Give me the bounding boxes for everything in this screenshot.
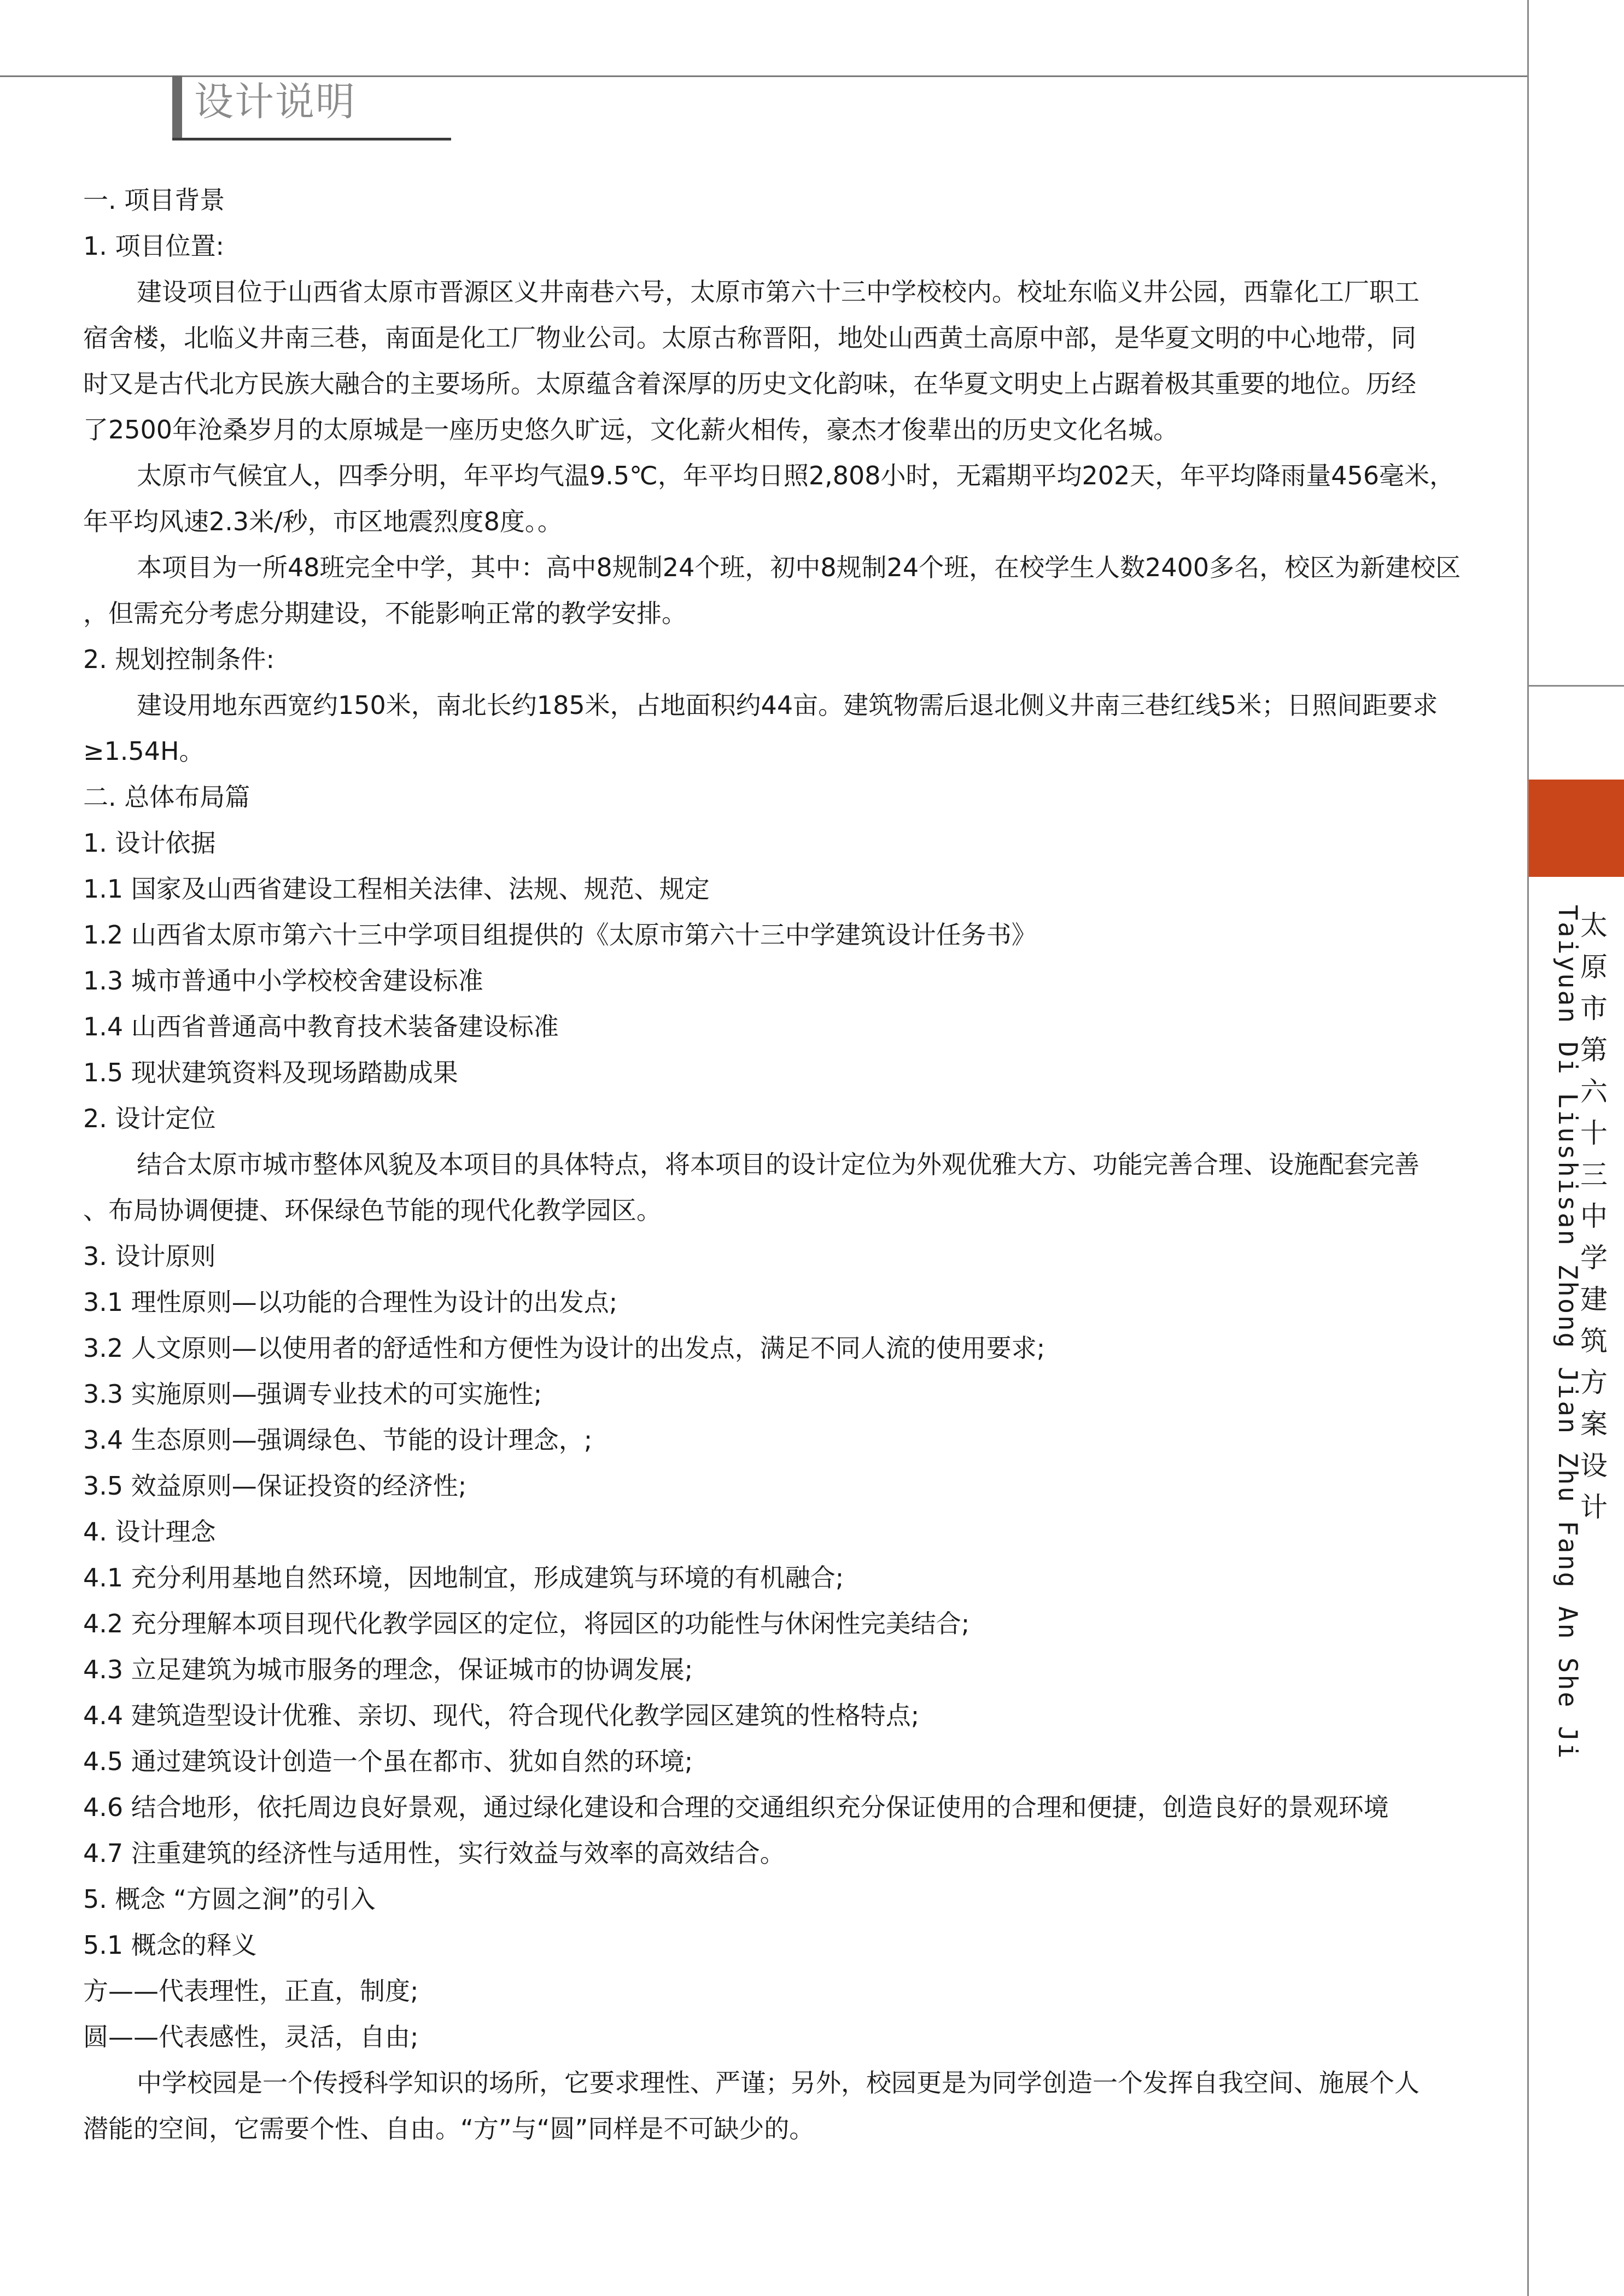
- paragraph-line: 建设用地东西宽约150米，南北长约185米，占地面积约44亩。建筑物需后退北侧义井南三巷红线5米；日照间距要求: [137, 690, 1438, 720]
- list-heading: 4. 设计理念: [83, 1517, 216, 1547]
- side-title-char: 计: [1580, 1491, 1608, 1523]
- heading-underline: [172, 138, 451, 140]
- list-item: 3.5 效益原则—保证投资的经济性;: [83, 1471, 467, 1501]
- list-item: 1.2 山西省太原市第六十三中学项目组提供的《太原市第六十三中学建筑设计任务书》: [83, 920, 1037, 950]
- side-divider: [1527, 0, 1529, 2296]
- list-item: 3.1 理性原则—以功能的合理性为设计的出发点;: [83, 1287, 618, 1317]
- side-title-char: 原: [1580, 951, 1608, 983]
- list-heading: 3. 设计原则: [83, 1241, 216, 1271]
- list-item: 3.2 人文原则—以使用者的舒适性和方便性为设计的出发点，满足不同人流的使用要求;: [83, 1333, 1045, 1363]
- list-item: 1.4 山西省普通高中教育技术装备建设标准: [83, 1012, 559, 1041]
- side-title-char: 六: [1580, 1076, 1608, 1108]
- page-title: 设计说明: [194, 79, 357, 125]
- paragraph-line: 潜能的空间，它需要个性、自由。“方”与“圆”同样是不可缺少的。: [83, 2114, 815, 2143]
- list-item: 4.6 结合地形，依托周边良好景观，通过绿化建设和合理的交通组织充分保证使用的合理和便捷，创造良好的景观环境: [83, 1793, 1389, 1822]
- side-title-char: 设: [1580, 1450, 1608, 1481]
- side-mid-rule: [1528, 685, 1624, 687]
- side-title-char: 筑: [1580, 1325, 1608, 1357]
- list-heading: 2. 设计定位: [83, 1104, 216, 1133]
- list-item: 3.4 生态原则—强调绿色、节能的设计理念，;: [83, 1425, 593, 1455]
- list-item: 4.5 通过建筑设计创造一个虽在都市、犹如自然的环境;: [83, 1747, 693, 1776]
- side-title-char: 第: [1580, 1034, 1608, 1066]
- list-item: 4.1 充分利用基地自然环境，因地制宜，形成建筑与环境的有机融合;: [83, 1563, 844, 1592]
- side-title-char: 建: [1580, 1284, 1608, 1315]
- list-item: 3.3 实施原则—强调专业技术的可实施性;: [83, 1379, 542, 1409]
- section-heading-1: 一. 项目背景: [83, 185, 225, 215]
- paragraph-line: 年平均风速2.3米/秒，市区地震烈度8度。。: [83, 507, 563, 536]
- definition-line: 圆——代表感性，灵活，自由;: [83, 2022, 419, 2052]
- side-title-char: 中: [1580, 1200, 1608, 1232]
- list-item: 1.3 城市普通中小学校校舍建设标准: [83, 966, 483, 995]
- list-item: 1.1 国家及山西省建设工程相关法律、法规、规范、规定: [83, 874, 710, 904]
- paragraph-line: 、布局协调便捷、环保绿色节能的现代化教学园区。: [83, 1196, 662, 1225]
- side-title-char: 三: [1580, 1159, 1608, 1191]
- side-title-char: 市: [1580, 993, 1608, 1024]
- body-text: [83, 177, 1483, 2152]
- section-heading: [172, 70, 451, 141]
- paragraph-line: 太原市气候宜人，四季分明，年平均气温9.5℃，年平均日照2,808小时，无霜期平均202天，年平均降雨量456毫米，: [137, 461, 1455, 490]
- section-heading-2: 二. 总体布局篇: [83, 782, 250, 812]
- paragraph-line: 结合太原市城市整体风貌及本项目的具体特点，将本项目的设计定位为外观优雅大方、功能完善合理、设施配套完善: [137, 1150, 1419, 1179]
- side-title-char: 案: [1580, 1408, 1608, 1440]
- subheading-location: 1. 项目位置:: [83, 231, 225, 261]
- paragraph-line: 建设项目位于山西省太原市晋源区义井南巷六号，太原市第六十三中学校校内。校址东临义井公园，西靠化工厂职工: [137, 277, 1419, 307]
- list-item: 1.5 现状建筑资料及现场踏勘成果: [83, 1058, 458, 1087]
- list-item: 5.1 概念的释义: [83, 1930, 257, 1960]
- side-title-char: 十: [1580, 1117, 1608, 1149]
- side-pinyin: Taiyuan Di Liushisan Zhong Jian Zhu Fang An She Ji: [1552, 905, 1582, 1760]
- paragraph-line: ，但需充分考虑分期建设，不能影响正常的教学安排。: [83, 599, 687, 628]
- paragraph-line: ≥1.54H。: [83, 736, 205, 766]
- paragraph-line: 时又是古代北方民族大融合的主要场所。太原蕴含着深厚的历史文化韵味，在华夏文明史上占踞着极其重要的地位。历经: [83, 369, 1416, 399]
- side-title-char: 太: [1580, 910, 1608, 941]
- side-accent-block: [1529, 780, 1624, 877]
- paragraph-line: 宿舍楼，北临义井南三巷，南面是化工厂物业公司。太原古称晋阳，地处山西黄土高原中部，是华夏文明的中心地带，同: [83, 323, 1416, 353]
- subheading-planning: 2. 规划控制条件:: [83, 645, 275, 674]
- heading-bar: [172, 75, 182, 140]
- side-title-char: 学: [1580, 1242, 1608, 1274]
- paragraph-line: 中学校园是一个传授科学知识的场所，它要求理性、严谨；另外，校园更是为同学创造一个发挥自我空间、施展个人: [137, 2068, 1419, 2098]
- side-title-char: 方: [1580, 1367, 1608, 1398]
- definition-line: 方——代表理性，正直，制度;: [83, 1976, 419, 2006]
- list-heading: 1. 设计依据: [83, 828, 216, 858]
- list-item: 4.7 注重建筑的经济性与适用性，实行效益与效率的高效结合。: [83, 1838, 785, 1868]
- list-item: 4.3 立足建筑为城市服务的理念，保证城市的协调发展;: [83, 1655, 693, 1684]
- list-heading: 5. 概念 “方圆之涧”的引入: [83, 1884, 376, 1914]
- list-item: 4.4 建筑造型设计优雅、亲切、现代，符合现代化教学园区建筑的性格特点;: [83, 1701, 920, 1730]
- paragraph-line: 了2500年沧桑岁月的太原城是一座历史悠久旷远，文化薪火相传，豪杰才俊辈出的历史文化名城。: [83, 415, 1179, 444]
- list-item: 4.2 充分理解本项目现代化教学园区的定位，将园区的功能性与休闲性完美结合;: [83, 1609, 970, 1638]
- paragraph-line: 本项目为一所48班完全中学，其中：高中8规制24个班，初中8规制24个班，在校学生人数2400多名，校区为新建校区: [137, 553, 1461, 582]
